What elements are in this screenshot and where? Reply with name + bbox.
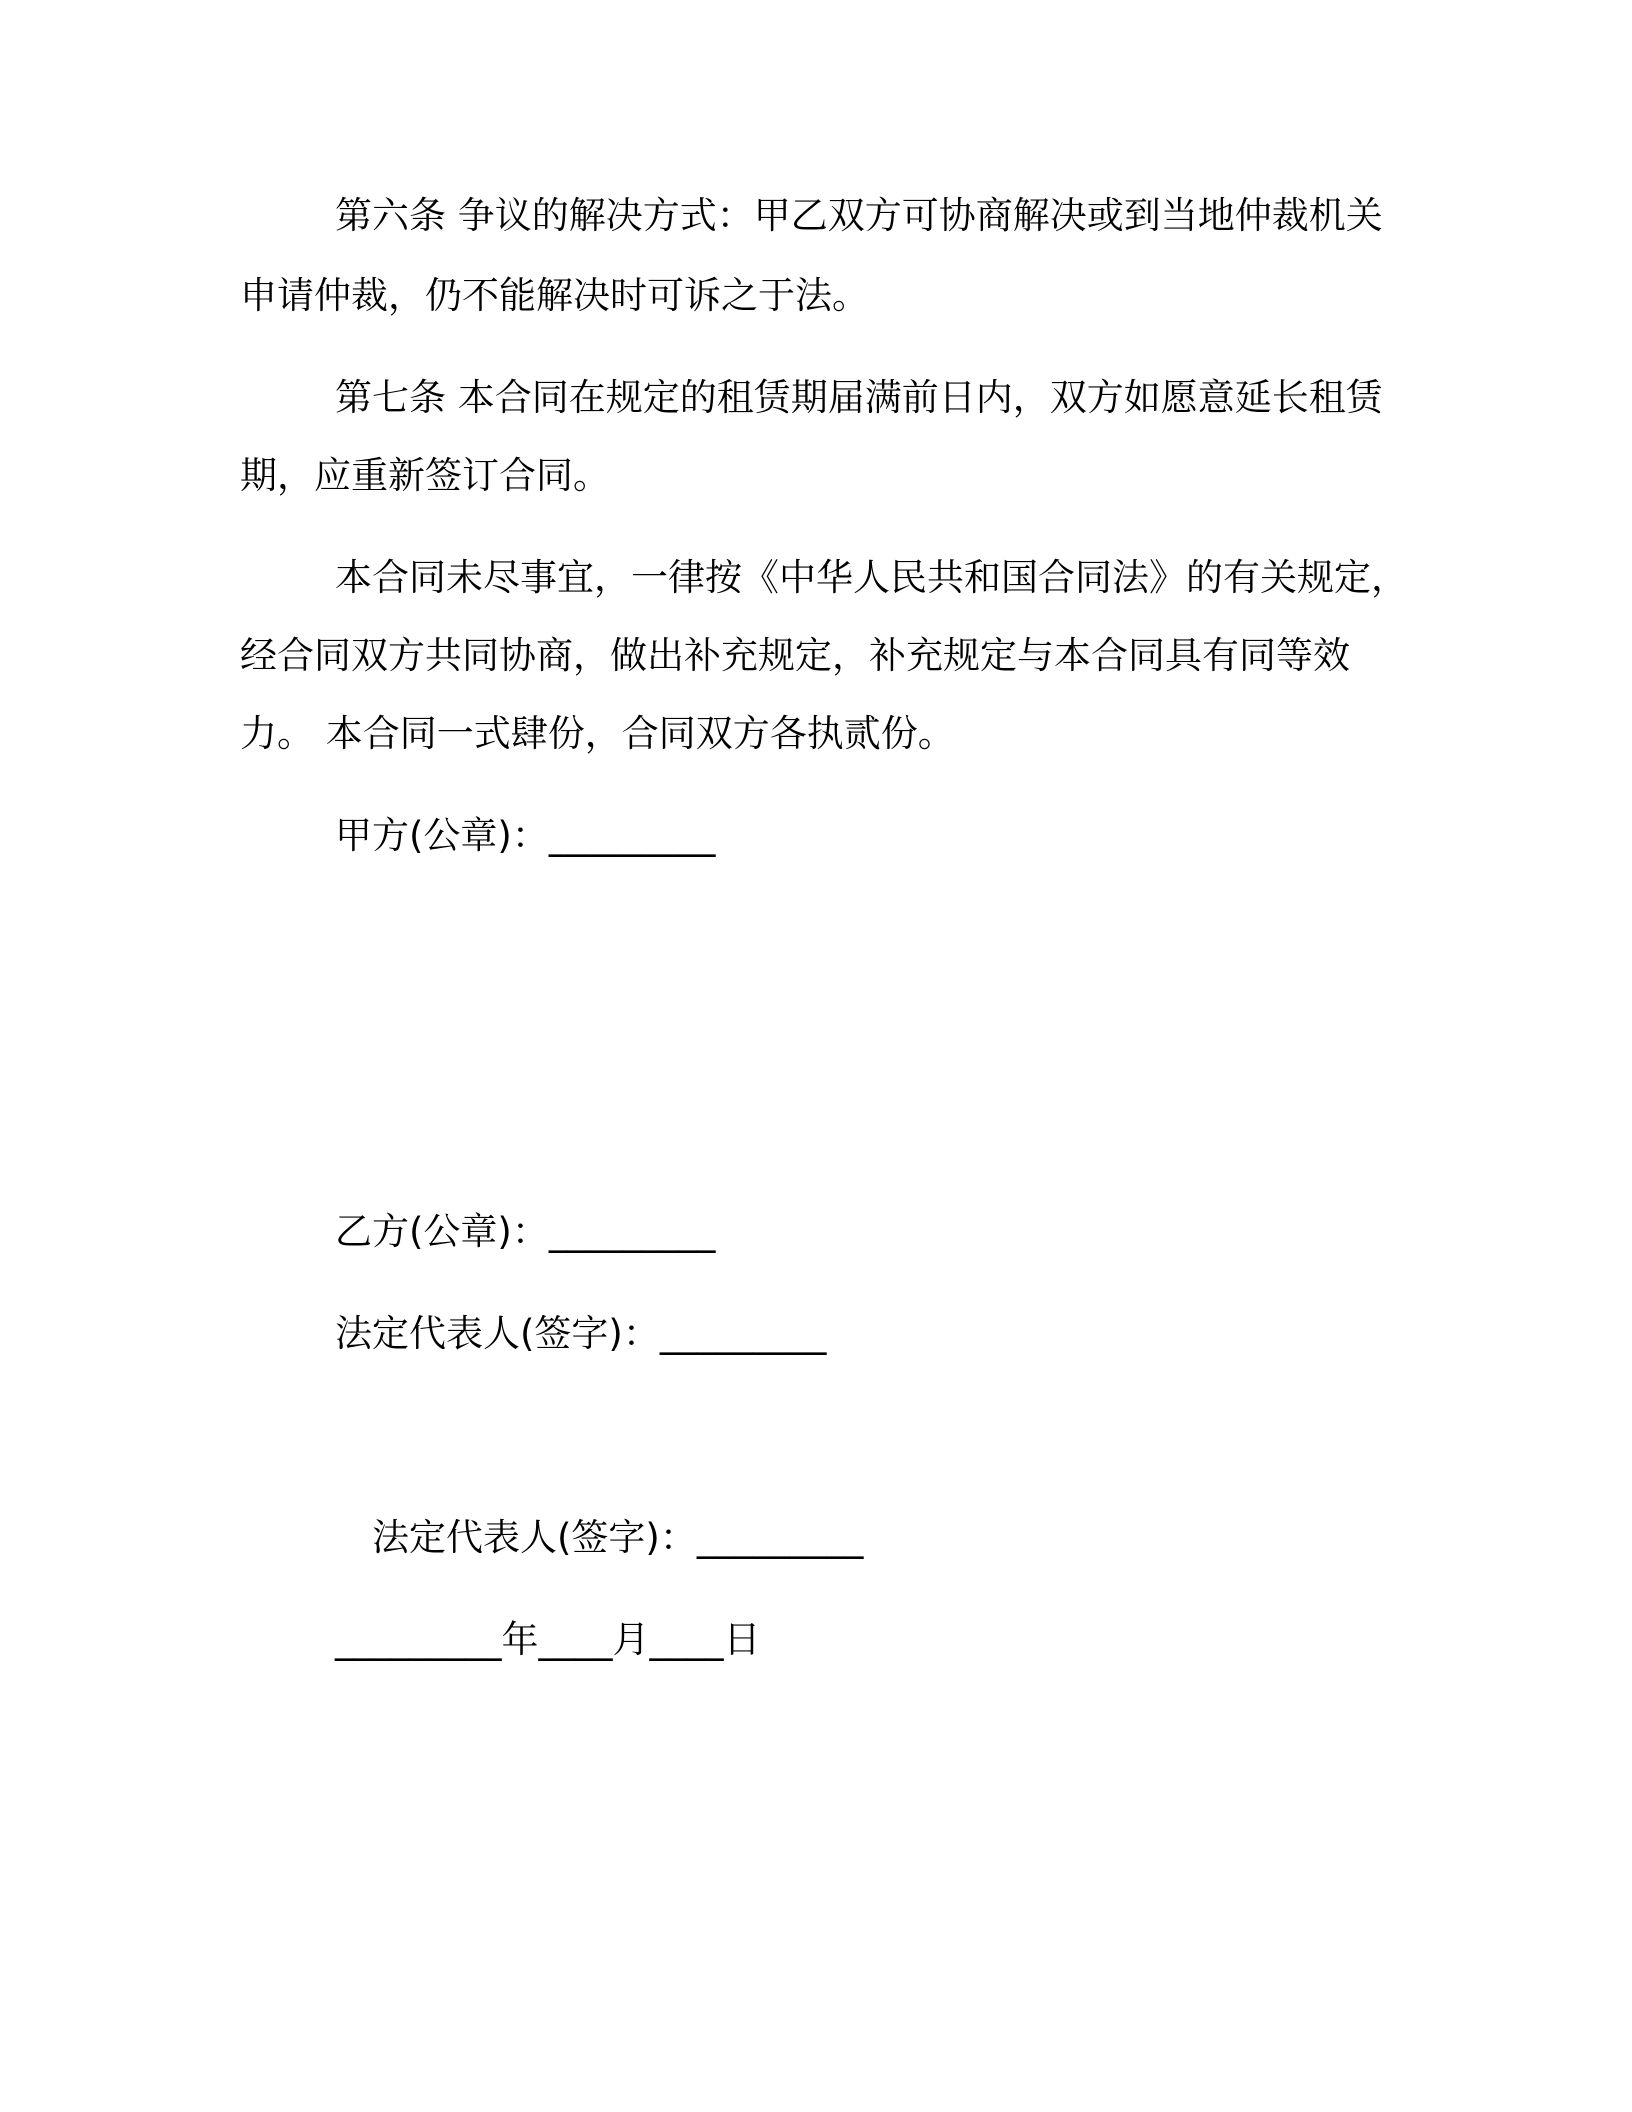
supplement-line1: 本合同未尽事宜，一律按《中华人民共和国合同法》的有关规定， xyxy=(335,556,1408,599)
article7-line1: 第七条 本合同在规定的租赁期届满前日内，双方如愿意延长租赁 xyxy=(335,376,1383,419)
article7-line2: 期，应重新签订合同。 xyxy=(240,454,610,497)
supplement-line2: 经合同双方共同协商，做出补充规定，补充规定与本合同具有同等效 xyxy=(240,634,1350,677)
legal-rep-signature-line-1: 法定代表人(签字)：_________ xyxy=(335,1312,827,1355)
party-b-seal-line: 乙方(公章)：_________ xyxy=(335,1210,716,1253)
article6-line2: 申请仲裁，仍不能解决时可诉之于法。 xyxy=(240,274,869,317)
legal-rep-signature-line-2: 法定代表人(签字)：_________ xyxy=(372,1516,864,1559)
party-a-seal-line: 甲方(公章)：_________ xyxy=(335,814,716,857)
article6-line1: 第六条 争议的解决方式：甲乙双方可协商解决或到当地仲裁机关 xyxy=(335,194,1383,237)
date-line: _________年____月____日 xyxy=(335,1618,761,1661)
supplement-line3: 力。 本合同一式肆份，合同双方各执贰份。 xyxy=(240,712,955,755)
